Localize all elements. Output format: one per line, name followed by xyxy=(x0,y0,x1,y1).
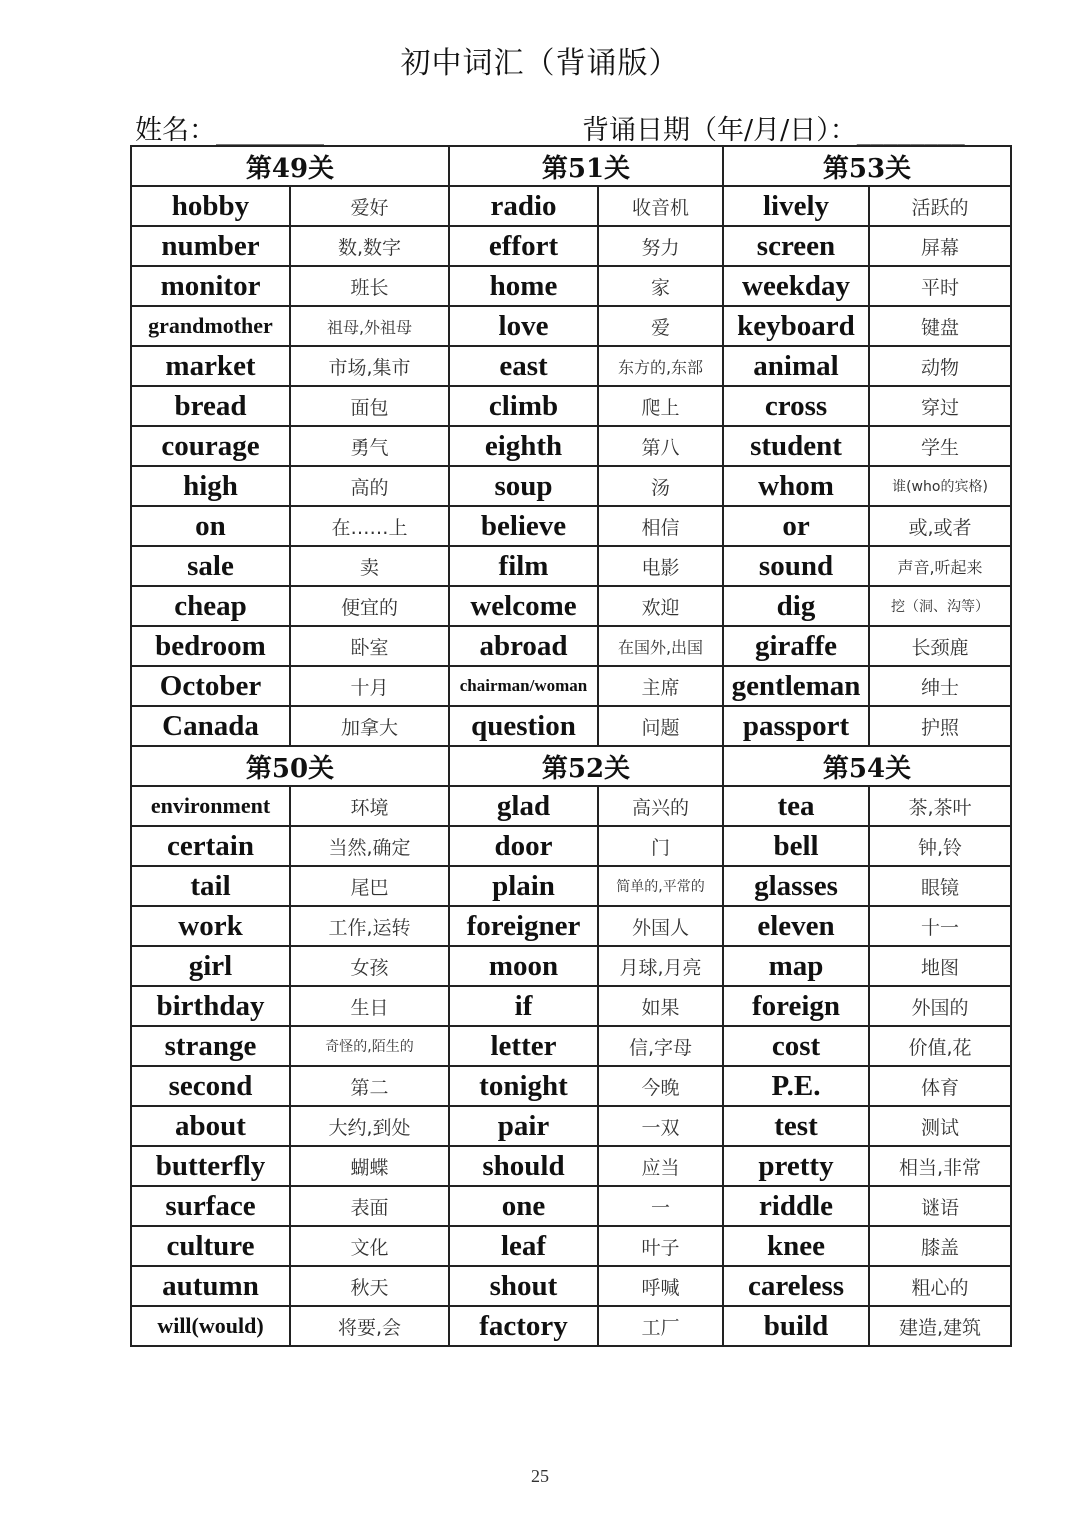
vocab-row xyxy=(131,786,1011,826)
chinese-meaning: 在……上 xyxy=(290,506,449,546)
vocab-row xyxy=(131,986,1011,1026)
chinese-meaning: 动物 xyxy=(869,346,1011,386)
english-word: weekday xyxy=(723,266,869,306)
english-word: plain xyxy=(449,866,598,906)
english-word: leaf xyxy=(449,1226,598,1266)
chinese-meaning: 大约,到处 xyxy=(290,1106,449,1146)
vocab-row xyxy=(131,306,1011,346)
level-header-row xyxy=(131,146,1011,186)
chinese-meaning: 外国的 xyxy=(869,986,1011,1026)
date-field[interactable]: 背诵日期（年/月/日）：________ xyxy=(582,115,965,146)
english-word: bedroom xyxy=(131,626,290,666)
english-word: girl xyxy=(131,946,290,986)
chinese-meaning: 家 xyxy=(598,266,723,306)
chinese-meaning: 尾巴 xyxy=(290,866,449,906)
chinese-meaning: 声音,听起来 xyxy=(869,546,1011,586)
vocab-row xyxy=(131,1146,1011,1186)
chinese-meaning: 穿过 xyxy=(869,386,1011,426)
chinese-meaning: 谁(who的宾格) xyxy=(869,466,1011,506)
vocab-row xyxy=(131,826,1011,866)
english-word: strange xyxy=(131,1026,290,1066)
english-word: pair xyxy=(449,1106,598,1146)
chinese-meaning: 相当,非常 xyxy=(869,1146,1011,1186)
english-word: glad xyxy=(449,786,598,826)
english-word: abroad xyxy=(449,626,598,666)
english-word: glasses xyxy=(723,866,869,906)
english-word: courage xyxy=(131,426,290,466)
english-word: letter xyxy=(449,1026,598,1066)
vocab-row xyxy=(131,186,1011,226)
english-word: gentleman xyxy=(723,666,869,706)
chinese-meaning: 在国外,出国 xyxy=(598,626,723,666)
chinese-meaning: 地图 xyxy=(869,946,1011,986)
english-word: cost xyxy=(723,1026,869,1066)
chinese-meaning: 屏幕 xyxy=(869,226,1011,266)
level-header: 第49关 xyxy=(131,146,449,186)
chinese-meaning: 活跃的 xyxy=(869,186,1011,226)
level-header: 第52关 xyxy=(449,746,723,786)
english-word: pretty xyxy=(723,1146,869,1186)
english-word: map xyxy=(723,946,869,986)
chinese-meaning: 呼喊 xyxy=(598,1266,723,1306)
english-word: whom xyxy=(723,466,869,506)
chinese-meaning: 生日 xyxy=(290,986,449,1026)
vocab-row xyxy=(131,226,1011,266)
chinese-meaning: 卧室 xyxy=(290,626,449,666)
chinese-meaning: 女孩 xyxy=(290,946,449,986)
english-word: one xyxy=(449,1186,598,1226)
chinese-meaning: 祖母,外祖母 xyxy=(290,306,449,346)
english-word: tea xyxy=(723,786,869,826)
english-word: screen xyxy=(723,226,869,266)
english-word: hobby xyxy=(131,186,290,226)
chinese-meaning: 勇气 xyxy=(290,426,449,466)
english-word: home xyxy=(449,266,598,306)
vocab-row xyxy=(131,906,1011,946)
vocab-row xyxy=(131,426,1011,466)
english-word: riddle xyxy=(723,1186,869,1226)
chinese-meaning: 欢迎 xyxy=(598,586,723,626)
chinese-meaning: 卖 xyxy=(290,546,449,586)
chinese-meaning: 主席 xyxy=(598,666,723,706)
chinese-meaning: 奇怪的,陌生的 xyxy=(290,1026,449,1066)
vocab-row xyxy=(131,666,1011,706)
english-word: knee xyxy=(723,1226,869,1266)
english-word: autumn xyxy=(131,1266,290,1306)
english-word: build xyxy=(723,1306,869,1346)
chinese-meaning: 十月 xyxy=(290,666,449,706)
english-word: believe xyxy=(449,506,598,546)
chinese-meaning: 键盘 xyxy=(869,306,1011,346)
english-word: foreigner xyxy=(449,906,598,946)
english-word: eleven xyxy=(723,906,869,946)
chinese-meaning: 茶,茶叶 xyxy=(869,786,1011,826)
english-word: about xyxy=(131,1106,290,1146)
english-word: tonight xyxy=(449,1066,598,1106)
chinese-meaning: 如果 xyxy=(598,986,723,1026)
english-word: certain xyxy=(131,826,290,866)
vocab-row xyxy=(131,1266,1011,1306)
english-word: if xyxy=(449,986,598,1026)
english-word: number xyxy=(131,226,290,266)
chinese-meaning: 一双 xyxy=(598,1106,723,1146)
chinese-meaning: 一 xyxy=(598,1186,723,1226)
english-word: student xyxy=(723,426,869,466)
chinese-meaning: 班长 xyxy=(290,266,449,306)
english-word: should xyxy=(449,1146,598,1186)
english-word: lively xyxy=(723,186,869,226)
english-word: animal xyxy=(723,346,869,386)
english-word: door xyxy=(449,826,598,866)
chinese-meaning: 粗心的 xyxy=(869,1266,1011,1306)
vocab-row xyxy=(131,1106,1011,1146)
english-word: grandmother xyxy=(131,306,290,346)
english-word: October xyxy=(131,666,290,706)
chinese-meaning: 高的 xyxy=(290,466,449,506)
chinese-meaning: 月球,月亮 xyxy=(598,946,723,986)
chinese-meaning: 膝盖 xyxy=(869,1226,1011,1266)
english-word: east xyxy=(449,346,598,386)
english-word: second xyxy=(131,1066,290,1106)
english-word: eighth xyxy=(449,426,598,466)
level-header: 第51关 xyxy=(449,146,723,186)
english-word: on xyxy=(131,506,290,546)
english-word: Canada xyxy=(131,706,290,746)
vocab-row xyxy=(131,386,1011,426)
english-word: will(would) xyxy=(131,1306,290,1346)
chinese-meaning: 叶子 xyxy=(598,1226,723,1266)
vocab-row xyxy=(131,346,1011,386)
english-word: test xyxy=(723,1106,869,1146)
english-word: high xyxy=(131,466,290,506)
vocab-row xyxy=(131,626,1011,666)
chinese-meaning: 第八 xyxy=(598,426,723,466)
english-word: P.E. xyxy=(723,1066,869,1106)
english-word: effort xyxy=(449,226,598,266)
english-word: welcome xyxy=(449,586,598,626)
chinese-meaning: 建造,建筑 xyxy=(869,1306,1011,1346)
english-word: question xyxy=(449,706,598,746)
chinese-meaning: 数,数字 xyxy=(290,226,449,266)
vocab-row xyxy=(131,506,1011,546)
chinese-meaning: 秋天 xyxy=(290,1266,449,1306)
chinese-meaning: 汤 xyxy=(598,466,723,506)
page-title: 初中词汇（背诵版） xyxy=(400,46,680,81)
english-word: tail xyxy=(131,866,290,906)
vocab-table xyxy=(130,145,1012,1347)
level-header: 第53关 xyxy=(723,146,1011,186)
vocab-row xyxy=(131,1226,1011,1266)
vocab-row xyxy=(131,946,1011,986)
chinese-meaning: 绅士 xyxy=(869,666,1011,706)
chinese-meaning: 应当 xyxy=(598,1146,723,1186)
chinese-meaning: 爱 xyxy=(598,306,723,346)
chinese-meaning: 努力 xyxy=(598,226,723,266)
chinese-meaning: 爱好 xyxy=(290,186,449,226)
english-word: soup xyxy=(449,466,598,506)
chinese-meaning: 文化 xyxy=(290,1226,449,1266)
chinese-meaning: 或,或者 xyxy=(869,506,1011,546)
english-word: giraffe xyxy=(723,626,869,666)
english-word: film xyxy=(449,546,598,586)
page-number: 25 xyxy=(531,1466,549,1486)
chinese-meaning: 市场,集市 xyxy=(290,346,449,386)
chinese-meaning: 十一 xyxy=(869,906,1011,946)
english-word: bread xyxy=(131,386,290,426)
english-word: work xyxy=(131,906,290,946)
chinese-meaning: 相信 xyxy=(598,506,723,546)
vocab-row xyxy=(131,866,1011,906)
vocab-row xyxy=(131,466,1011,506)
vocab-row xyxy=(131,1306,1011,1346)
vocab-row xyxy=(131,706,1011,746)
vocab-row xyxy=(131,1026,1011,1066)
chinese-meaning: 眼镜 xyxy=(869,866,1011,906)
english-word: cheap xyxy=(131,586,290,626)
chinese-meaning: 测试 xyxy=(869,1106,1011,1146)
english-word: love xyxy=(449,306,598,346)
chinese-meaning: 挖（洞、沟等） xyxy=(869,586,1011,626)
chinese-meaning: 电影 xyxy=(598,546,723,586)
chinese-meaning: 护照 xyxy=(869,706,1011,746)
english-word: chairman/woman xyxy=(449,666,598,706)
english-word: foreign xyxy=(723,986,869,1026)
chinese-meaning: 爬上 xyxy=(598,386,723,426)
vocab-row xyxy=(131,546,1011,586)
chinese-meaning: 学生 xyxy=(869,426,1011,466)
vocab-row xyxy=(131,1186,1011,1226)
chinese-meaning: 收音机 xyxy=(598,186,723,226)
english-word: bell xyxy=(723,826,869,866)
chinese-meaning: 平时 xyxy=(869,266,1011,306)
chinese-meaning: 高兴的 xyxy=(598,786,723,826)
chinese-meaning: 环境 xyxy=(290,786,449,826)
english-word: passport xyxy=(723,706,869,746)
english-word: or xyxy=(723,506,869,546)
english-word: keyboard xyxy=(723,306,869,346)
chinese-meaning: 工作,运转 xyxy=(290,906,449,946)
level-header-row xyxy=(131,746,1011,786)
vocab-row xyxy=(131,1066,1011,1106)
chinese-meaning: 第二 xyxy=(290,1066,449,1106)
chinese-meaning: 谜语 xyxy=(869,1186,1011,1226)
chinese-meaning: 当然,确定 xyxy=(290,826,449,866)
english-word: monitor xyxy=(131,266,290,306)
vocab-row xyxy=(131,586,1011,626)
chinese-meaning: 工厂 xyxy=(598,1306,723,1346)
name-field[interactable]: 姓名：________ xyxy=(135,115,324,146)
chinese-meaning: 将要,会 xyxy=(290,1306,449,1346)
chinese-meaning: 价值,花 xyxy=(869,1026,1011,1066)
english-word: climb xyxy=(449,386,598,426)
english-word: moon xyxy=(449,946,598,986)
chinese-meaning: 门 xyxy=(598,826,723,866)
chinese-meaning: 东方的,东部 xyxy=(598,346,723,386)
vocab-row xyxy=(131,266,1011,306)
chinese-meaning: 蝴蝶 xyxy=(290,1146,449,1186)
english-word: birthday xyxy=(131,986,290,1026)
chinese-meaning: 问题 xyxy=(598,706,723,746)
chinese-meaning: 今晚 xyxy=(598,1066,723,1106)
chinese-meaning: 表面 xyxy=(290,1186,449,1226)
chinese-meaning: 钟,铃 xyxy=(869,826,1011,866)
chinese-meaning: 体育 xyxy=(869,1066,1011,1106)
level-header: 第50关 xyxy=(131,746,449,786)
english-word: dig xyxy=(723,586,869,626)
english-word: environment xyxy=(131,786,290,826)
english-word: sound xyxy=(723,546,869,586)
english-word: surface xyxy=(131,1186,290,1226)
english-word: butterfly xyxy=(131,1146,290,1186)
english-word: sale xyxy=(131,546,290,586)
chinese-meaning: 外国人 xyxy=(598,906,723,946)
chinese-meaning: 便宜的 xyxy=(290,586,449,626)
english-word: factory xyxy=(449,1306,598,1346)
english-word: market xyxy=(131,346,290,386)
english-word: shout xyxy=(449,1266,598,1306)
chinese-meaning: 面包 xyxy=(290,386,449,426)
english-word: cross xyxy=(723,386,869,426)
chinese-meaning: 简单的,平常的 xyxy=(598,866,723,906)
chinese-meaning: 长颈鹿 xyxy=(869,626,1011,666)
english-word: culture xyxy=(131,1226,290,1266)
english-word: careless xyxy=(723,1266,869,1306)
english-word: radio xyxy=(449,186,598,226)
chinese-meaning: 信,字母 xyxy=(598,1026,723,1066)
chinese-meaning: 加拿大 xyxy=(290,706,449,746)
level-header: 第54关 xyxy=(723,746,1011,786)
